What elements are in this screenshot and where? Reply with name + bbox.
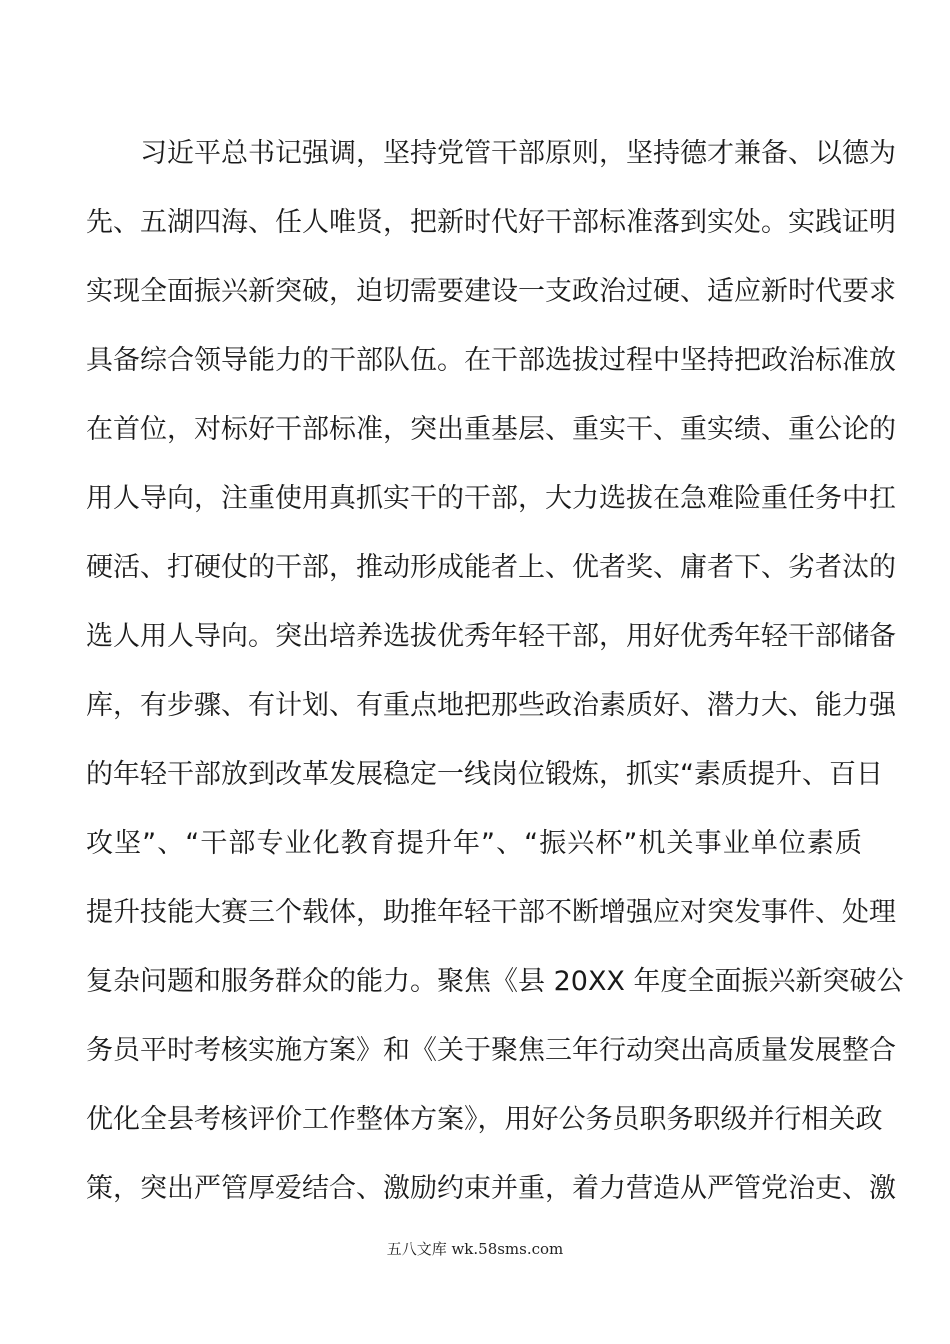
paragraph-line-3: 实现全面振兴新突破，迫切需要建设一支政治过硬、适应新时代要求 bbox=[86, 276, 896, 307]
page-footer: 五八文库 wk.58sms.com bbox=[386, 1240, 564, 1258]
paragraph-line-7: 硬活、打硬仗的干部，推动形成能者上、优者奖、庸者下、劣者汰的 bbox=[86, 552, 896, 583]
paragraph-line-13: 复杂问题和服务群众的能力。聚焦《县 20XX 年度全面振兴新突破公 bbox=[86, 966, 904, 997]
paragraph-line-2: 先、五湖四海、任人唯贤，把新时代好干部标准落到实处。实践证明 bbox=[86, 207, 896, 238]
paragraph-line-8: 选人用人导向。突出培养选拔优秀年轻干部，用好优秀年轻干部储备 bbox=[86, 621, 896, 652]
paragraph-line-4: 具备综合领导能力的干部队伍。在干部选拔过程中坚持把政治标准放 bbox=[86, 345, 896, 376]
paragraph-line-5: 在首位，对标好干部标准，突出重基层、重实干、重实绩、重公论的 bbox=[86, 414, 896, 445]
paragraph-line-12: 提升技能大赛三个载体，助推年轻干部不断增强应对突发事件、处理 bbox=[86, 897, 896, 928]
paragraph-line-16: 策，突出严管厚爱结合、激励约束并重，着力营造从严管党治吏、激 bbox=[86, 1173, 896, 1204]
paragraph-line-6: 用人导向，注重使用真抓实干的干部，大力选拔在急难险重任务中扛 bbox=[86, 483, 896, 514]
body-paragraph bbox=[86, 119, 904, 1223]
paragraph-line-1: 习近平总书记强调，坚持党管干部原则，坚持德才兼备、以德为 bbox=[140, 138, 896, 169]
paragraph-line-15: 优化全县考核评价工作整体方案》，用好公务员职务职级并行相关政 bbox=[86, 1104, 883, 1135]
paragraph-line-10: 的年轻干部放到改革发展稳定一线岗位锻炼，抓实“素质提升、百日 bbox=[86, 759, 883, 790]
paragraph-line-11: 攻坚”、“干部专业化教育提升年”、“振兴杯”机关事业单位素质 bbox=[86, 828, 862, 859]
paragraph-line-14: 务员平时考核实施方案》和《关于聚焦三年行动突出高质量发展整合 bbox=[86, 1035, 896, 1066]
paragraph-line-9: 库，有步骤、有计划、有重点地把那些政治素质好、潜力大、能力强 bbox=[86, 690, 896, 721]
